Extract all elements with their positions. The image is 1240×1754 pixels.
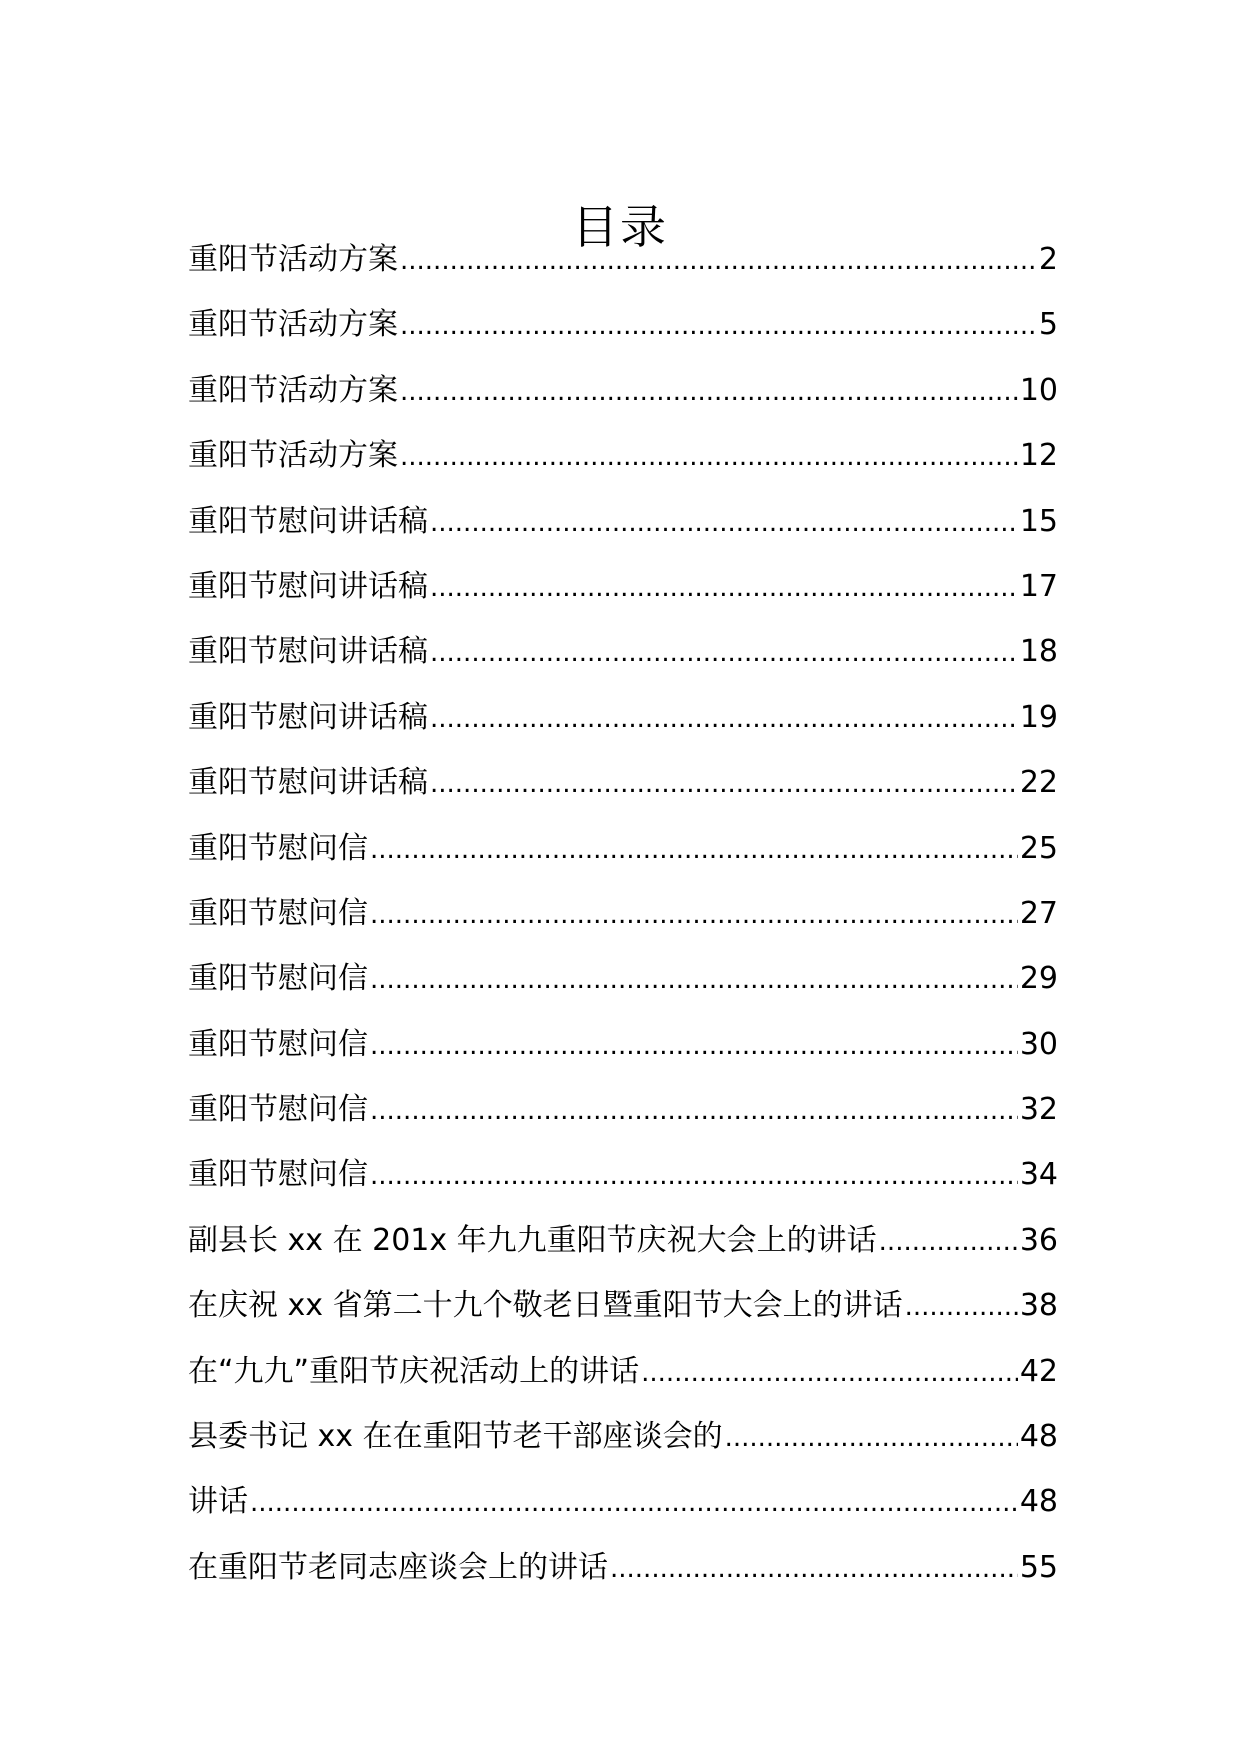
toc-title: 目录 <box>572 199 668 254</box>
toc-entry[interactable] <box>188 1025 1058 1090</box>
toc-dot-leader <box>370 1026 1018 1066</box>
toc-entry-page-number: 48 <box>1019 1484 1058 1520</box>
toc-entry-title: 重阳节活动方案 <box>188 307 398 343</box>
toc-entry-page-number: 12 <box>1019 438 1058 474</box>
toc-entry-page-number: 17 <box>1019 568 1058 604</box>
toc-entry[interactable] <box>188 371 1058 436</box>
toc-entry-title: 重阳节慰问信 <box>188 895 368 931</box>
toc-dot-leader <box>430 503 1018 543</box>
toc-entry[interactable] <box>188 632 1058 697</box>
toc-entry-page-number: 30 <box>1019 1026 1058 1062</box>
toc-dot-leader <box>370 895 1018 935</box>
toc-entry-page-number: 19 <box>1019 699 1058 735</box>
toc-entry-title: 重阳节慰问信 <box>188 830 368 866</box>
toc-entry[interactable] <box>188 1286 1058 1351</box>
toc-entry[interactable] <box>188 1548 1058 1613</box>
toc-entry[interactable] <box>188 1352 1058 1417</box>
toc-entry-title: 重阳节慰问信 <box>188 1157 368 1193</box>
toc-entry-page-number: 34 <box>1019 1157 1058 1193</box>
toc-entry[interactable] <box>188 1090 1058 1155</box>
toc-dot-leader <box>879 1222 1018 1262</box>
toc-dot-leader <box>610 1549 1018 1589</box>
toc-dot-leader <box>641 1353 1018 1393</box>
toc-entry-page-number: 48 <box>1019 1419 1058 1455</box>
toc-entry-page-number: 15 <box>1019 503 1058 539</box>
toc-dot-leader <box>400 437 1018 477</box>
toc-entry-title: 重阳节慰问信 <box>188 1092 368 1128</box>
toc-list <box>188 240 1058 1613</box>
toc-entry-title: 重阳节慰问信 <box>188 961 368 997</box>
toc-entry-title: 重阳节慰问讲话稿 <box>188 568 428 604</box>
toc-entry[interactable] <box>188 305 1058 370</box>
toc-dot-leader <box>250 1483 1018 1523</box>
toc-entry-title: 县委书记 xx 在在重阳节老干部座谈会的 <box>188 1419 723 1455</box>
toc-entry[interactable] <box>188 1417 1058 1482</box>
toc-entry[interactable] <box>188 894 1058 959</box>
toc-dot-leader <box>370 1091 1018 1131</box>
toc-entry-title: 副县长 xx 在 201x 年九九重阳节庆祝大会上的讲话 <box>188 1222 877 1258</box>
toc-entry-title: 重阳节活动方案 <box>188 438 398 474</box>
toc-entry-title: 重阳节活动方案 <box>188 372 398 408</box>
toc-entry-page-number: 18 <box>1019 634 1058 670</box>
toc-entry[interactable] <box>188 829 1058 894</box>
toc-entry-title: 重阳节慰问讲话稿 <box>188 699 428 735</box>
toc-entry[interactable] <box>188 1155 1058 1220</box>
toc-entry[interactable] <box>188 1482 1058 1547</box>
toc-dot-leader <box>725 1418 1018 1458</box>
toc-entry-title: 重阳节活动方案 <box>188 242 398 277</box>
toc-entry-page-number: 55 <box>1019 1549 1058 1585</box>
toc-entry-title: 重阳节慰问讲话稿 <box>188 765 428 801</box>
toc-entry[interactable] <box>188 567 1058 632</box>
toc-dot-leader <box>370 960 1018 1000</box>
toc-dot-leader <box>370 1156 1018 1196</box>
toc-entry-title: 讲话 <box>188 1484 248 1520</box>
toc-dot-leader <box>430 568 1018 608</box>
toc-entry[interactable] <box>188 698 1058 763</box>
toc-entry-page-number: 5 <box>1038 307 1058 343</box>
toc-entry-page-number: 10 <box>1019 372 1058 408</box>
toc-entry[interactable] <box>188 1221 1058 1286</box>
toc-dot-leader <box>370 830 1018 870</box>
toc-entry[interactable] <box>188 436 1058 501</box>
toc-entry-title: 在庆祝 xx 省第二十九个敬老日暨重阳节大会上的讲话 <box>188 1288 903 1324</box>
toc-entry-page-number: 38 <box>1019 1288 1058 1324</box>
toc-entry[interactable] <box>188 240 1058 305</box>
toc-dot-leader <box>430 633 1018 673</box>
toc-entry-page-number: 32 <box>1019 1092 1058 1128</box>
toc-entry-title: 重阳节慰问讲话稿 <box>188 634 428 670</box>
toc-dot-leader <box>430 764 1018 804</box>
toc-dot-leader <box>400 306 1037 346</box>
toc-entry[interactable] <box>188 763 1058 828</box>
toc-entry-title: 在重阳节老同志座谈会上的讲话 <box>188 1549 608 1585</box>
toc-entry-title: 在“九九”重阳节庆祝活动上的讲话 <box>188 1353 640 1389</box>
toc-entry-page-number: 42 <box>1019 1353 1058 1389</box>
toc-entry-page-number: 29 <box>1019 961 1058 997</box>
toc-entry-page-number: 25 <box>1019 830 1058 866</box>
toc-entry-page-number: 27 <box>1019 895 1058 931</box>
toc-dot-leader <box>430 699 1018 739</box>
toc-dot-leader <box>400 372 1018 412</box>
toc-entry-page-number: 2 <box>1038 242 1058 277</box>
toc-dot-leader <box>400 241 1037 281</box>
toc-entry-title: 重阳节慰问讲话稿 <box>188 503 428 539</box>
toc-dot-leader <box>905 1287 1018 1327</box>
toc-entry-page-number: 36 <box>1019 1222 1058 1258</box>
toc-entry[interactable] <box>188 502 1058 567</box>
toc-entry[interactable] <box>188 959 1058 1024</box>
toc-entry-page-number: 22 <box>1019 765 1058 801</box>
toc-entry-title: 重阳节慰问信 <box>188 1026 368 1062</box>
